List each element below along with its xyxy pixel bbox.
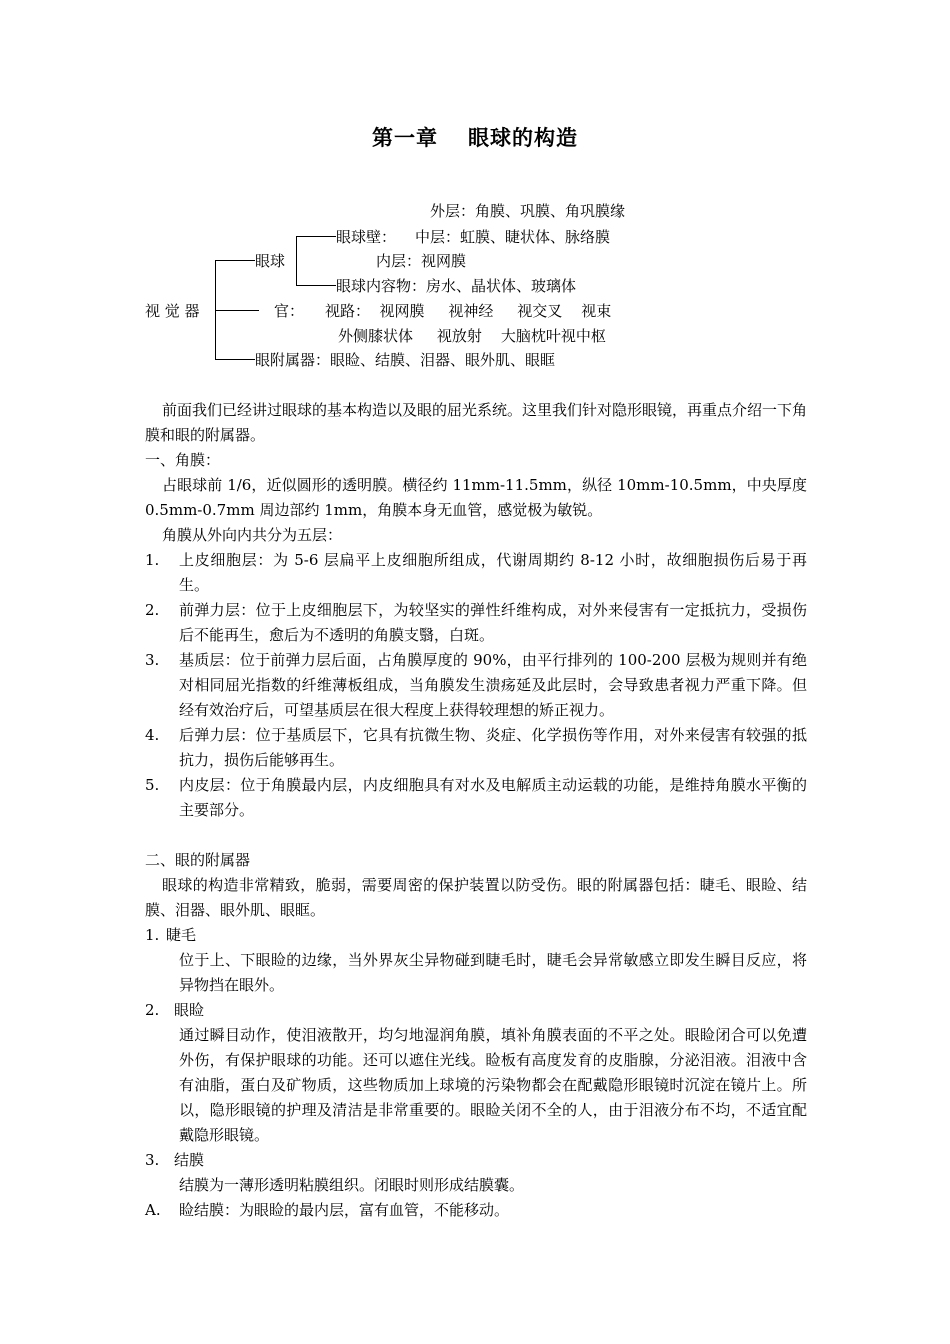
list-item [145, 773, 807, 823]
bracket-eyeball-vertical [296, 236, 297, 285]
accessory-description: 眼球的构造非常精致，脆弱，需要周密的保护装置以防受伤。眼的附属器包括：睫毛、眼睑、结膜、泪器、眼外肌、眼眶。 [145, 876, 807, 919]
visual-path-line2: 外侧膝状体 视放射 大脑枕叶视中枢 [338, 327, 606, 345]
list-item-text: 基质层：位于前弹力层后面，占角膜厚度的 90%，由平行排列的 100-200 层极为规则并有绝对相同屈光指数的纤维薄板组成，当角膜发生溃疡延及此层时，会导致患者视力严重下降。但经有效治疗后，可望基质层在很大程度上获得较理想的矫正视力。 [179, 651, 807, 719]
inner-layer-label: 内层：视网膜 [376, 252, 467, 270]
eyelid-text: 通过瞬目动作，使泪液散开，均匀地湿润角膜，填补角膜表面的不平之处。眼睑闭合可以免遭外伤，有保护眼球的功能。还可以遮住光线。睑板有高度发育的皮脂腺，分泌泪液。泪液中含有油脂，蛋白及矿物质，这些物质加上球境的污染物都会在配戴隐形眼镜时沉淀在镜片上。所以，隐形眼镜的护理及清洁是非常重要的。眼睑关闭不全的人，由于泪液分布不均，不适宜配戴隐形眼镜。 [179, 1026, 807, 1144]
list-item-number: 4. [145, 726, 160, 744]
eyeball-label: 眼球 [255, 252, 286, 270]
section2-heading: 二、眼的附属器 [145, 851, 251, 869]
visual-path-line1: 视路： 视网膜 视神经 视交叉 视束 [325, 302, 612, 320]
list-item-number: 5. [145, 776, 160, 794]
list-item [145, 1148, 807, 1173]
cornea-description: 占眼球前 1/6，近似圆形的透明膜。横径约 11mm-11.5mm，纵径 10mm-10.5mm，中央厚度 0.5mm-0.7mm 周边部约 1mm，角膜本身无血管，感觉极为敏锐。 [145, 476, 807, 519]
list-item [145, 1198, 807, 1223]
bracket-root-branch [215, 310, 259, 311]
list-item-number: 2. [145, 601, 160, 619]
body-text [145, 398, 807, 1223]
list-item-text: 上皮细胞层：为 5-6 层扁平上皮细胞所组成，代谢周期约 8-12 小时，故细胞损伤后易于再生。 [179, 551, 807, 594]
eyeball-contents-label: 眼球内容物：房水、晶状体、玻璃体 [336, 277, 577, 295]
list-item-number: 3. [145, 1151, 160, 1169]
list-item-number: 1. [145, 551, 160, 569]
list-item-title: 结膜 [174, 1151, 205, 1169]
list-item-number: 3. [145, 651, 160, 669]
bracket-contents-branch [296, 285, 336, 286]
cornea-layers-intro: 角膜从外向内共分为五层： [162, 526, 343, 544]
list-item-title: 睫毛 [166, 926, 197, 944]
section1-heading: 一、角膜： [145, 451, 221, 469]
list-item [145, 998, 807, 1023]
list-item-text: 后弹力层：位于基质层下，它具有抗微生物、炎症、化学损伤等作用，对外来侵害有较强的抵抗力，损伤后能够再生。 [179, 726, 807, 769]
list-item-text: 睑结膜：为眼睑的最内层，富有血管，不能移动。 [179, 1201, 510, 1219]
bracket-accessory-branch [215, 359, 255, 360]
list-item-text: 内皮层：位于角膜最内层，内皮细胞具有对水及电解质主动运载的功能，是维持角膜水平衡的主要部分。 [179, 776, 807, 819]
eyelash-text: 位于上、下眼睑的边缘，当外界灰尘异物碰到睫毛时，睫毛会异常敏感立即发生瞬目反应，将异物挡在眼外。 [179, 951, 807, 994]
bracket-wall-branch [296, 236, 336, 237]
list-item [145, 923, 807, 948]
visual-organ-tail: 官： [274, 302, 305, 320]
outer-layer-label: 外层：角膜、巩膜、角巩膜缘 [430, 202, 626, 220]
chapter-title [0, 122, 950, 152]
chapter-name: 眼球的构造 [468, 125, 578, 150]
eyeball-wall-label: 眼球壁： [336, 228, 397, 246]
chapter-number: 第一章 [372, 125, 438, 150]
list-item [145, 548, 807, 598]
middle-layer-label: 中层：虹膜、睫状体、脉络膜 [415, 228, 611, 246]
list-item [145, 598, 807, 648]
bracket-eyeball-branch [215, 260, 255, 261]
list-item-number: 2. [145, 1001, 160, 1019]
list-item [145, 723, 807, 773]
list-item-number: 1. [145, 926, 160, 944]
intro-paragraph: 前面我们已经讲过眼球的基本构造以及眼的屈光系统。这里我们针对隐形眼镜，再重点介绍一下角膜和眼的附属器。 [145, 401, 808, 444]
list-item-title: 眼睑 [174, 1001, 205, 1019]
list-item-text: 前弹力层：位于上皮细胞层下，为较坚实的弹性纤维构成，对外来侵害有一定抵抗力，受损伤后不能再生，愈后为不透明的角膜支翳，白斑。 [179, 601, 807, 644]
list-item [145, 648, 807, 723]
accessory-organs-label: 眼附属器：眼睑、结膜、泪器、眼外肌、眼眶 [255, 351, 556, 369]
conjunctiva-text: 结膜为一薄形透明粘膜组织。闭眼时则形成结膜囊。 [179, 1176, 525, 1194]
list-item-number: A. [145, 1201, 161, 1219]
visual-organ-label: 视 觉 器 [145, 302, 200, 320]
section-spacer [145, 823, 807, 848]
